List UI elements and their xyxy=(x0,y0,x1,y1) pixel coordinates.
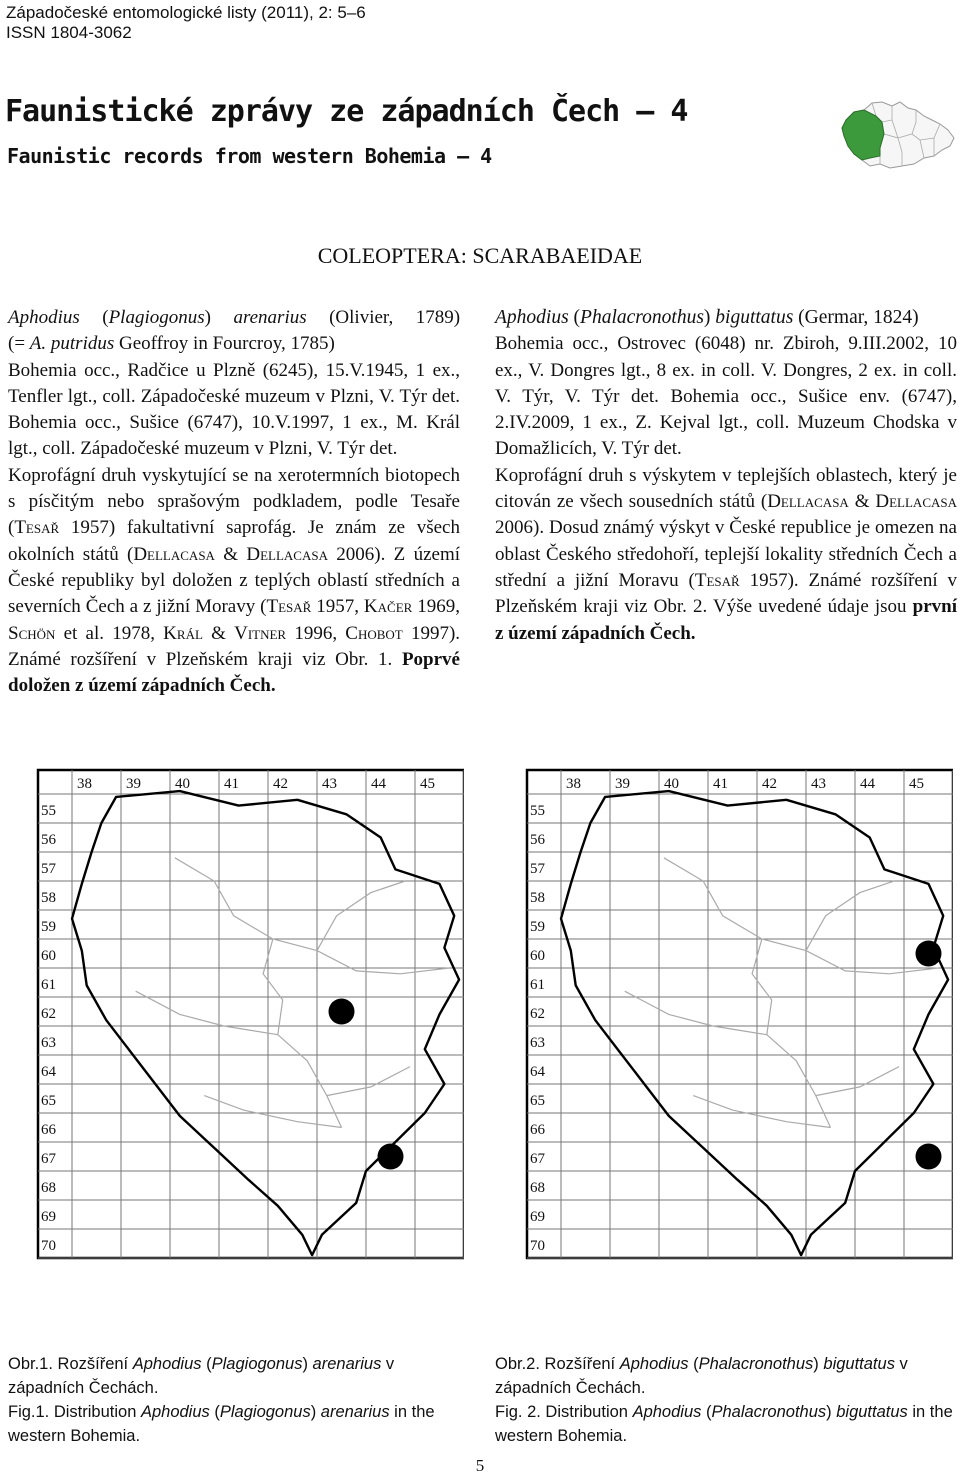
author-citation: Tesař xyxy=(14,517,60,539)
map-column-label: 42 xyxy=(273,776,288,792)
map-row-label: 70 xyxy=(530,1238,545,1254)
map-column-label: 43 xyxy=(811,776,826,792)
map-column-label: 40 xyxy=(664,776,679,792)
species-author: (Olivier, 1789) xyxy=(329,307,461,328)
map-row-label: 56 xyxy=(41,832,56,848)
subgenus-name: Phalacronothus xyxy=(580,307,704,328)
author-citation: Tesař xyxy=(266,596,312,618)
author-citation: Dellacasa xyxy=(767,491,849,513)
author-citation: Schön xyxy=(8,622,56,644)
figure-1-caption-cz: Obr.1. Rozšíření Aphodius (Plagiogonus) arenarius v západních Čechách. xyxy=(8,1355,395,1397)
figure-1-caption-en: Fig.1. Distribution Aphodius (Plagiogonus) arenarius in the western Bohemia. xyxy=(8,1403,435,1445)
map-row-label: 55 xyxy=(41,803,56,819)
map-row-label: 58 xyxy=(530,890,545,906)
journal-citation: Západočeské entomologické listy (2011), 2: 5–6 xyxy=(6,3,366,22)
map-row-label: 69 xyxy=(530,1209,545,1225)
first-record-statement: první z území západních Čech. xyxy=(495,596,957,644)
map-row-label: 67 xyxy=(530,1151,545,1167)
map-column-label: 38 xyxy=(77,776,92,792)
genus-name: Aphodius xyxy=(8,307,80,328)
species-epithet: arenarius xyxy=(233,307,307,328)
author-citation: Kačer xyxy=(363,596,413,618)
figure-1-caption xyxy=(8,1352,473,1448)
left-column xyxy=(8,305,460,699)
map-row-label: 70 xyxy=(41,1238,56,1254)
distribution-map-2 xyxy=(523,766,953,1326)
synonym-line xyxy=(8,331,460,357)
author-citation: Vitner xyxy=(234,622,287,644)
map-row-label: 57 xyxy=(41,861,56,877)
page-title: Faunistické zprávy ze západních Čech – 4 xyxy=(5,94,688,129)
map-column-label: 41 xyxy=(713,776,728,792)
map-row-label: 63 xyxy=(41,1035,56,1051)
map-column-label: 39 xyxy=(615,776,630,792)
map-row-label: 59 xyxy=(41,919,56,935)
note-text: Koprofágní druh vyskytující se na xerotermních biotopech s písčitým nebo sprašovým podkladem, podle Tesaře (Tesař 1957) fakultativní saprofág. Je znám ze všech okolních států (Dellacasa & Dellacasa 2006). Z území České republiky byl doložen z teplých oblastí středních a severních Čech a z jižní Moravy (Tesař 1957, Kačer 1969, Schön et al. 1978, Král & Vitner 1996, Chobot 1997). Známé rozšíření v Plzeňském kraji viz Obr. 1. Poprvé doložen z území západních Čech. xyxy=(8,464,461,697)
map-row-label: 62 xyxy=(530,1006,545,1022)
record-text: Bohemia occ., Radčice u Plzně (6245), 15.V.1945, 1 ex., Tenfler lgt., coll. Západočeské muzeum v Plzni, V. Týr det. Bohemia occ., Sušice (6747), 10.V.1997, 1 ex., M. Král lgt., coll. Západočeské muzeum v Plzni, V. Týr det. xyxy=(8,359,460,460)
map-row-label: 67 xyxy=(41,1151,56,1167)
synonym-author: Geoffroy in Fourcroy, 1785) xyxy=(119,333,335,355)
map-column-label: 40 xyxy=(175,776,190,792)
map-column-label: 45 xyxy=(909,776,924,792)
map-column-label: 44 xyxy=(860,776,875,792)
map-row-label: 58 xyxy=(41,890,56,906)
distribution-map-1 xyxy=(34,766,464,1326)
page-subtitle: Faunistic records from western Bohemia – 4 xyxy=(7,144,492,168)
map-row-label: 63 xyxy=(530,1035,545,1051)
map-row-label: 68 xyxy=(41,1180,56,1196)
species-heading-biguttatus: Aphodius (Phalacronothus) biguttatus (Germar, 1824) xyxy=(495,307,919,328)
map-row-label: 66 xyxy=(530,1122,545,1138)
subgenus-name: Plagiogonus xyxy=(108,307,205,328)
figure-2-caption-en: Fig. 2. Distribution Aphodius (Phalacronothus) biguttatus in the western Bohemia. xyxy=(495,1403,953,1445)
map-column-label: 39 xyxy=(126,776,141,792)
occurrence-point xyxy=(916,1144,942,1170)
map-row-label: 66 xyxy=(41,1122,56,1138)
map-row-label: 65 xyxy=(41,1093,56,1109)
occurrence-point xyxy=(378,1144,404,1170)
czech-region-locator-map xyxy=(836,94,958,174)
page-number: 5 xyxy=(475,1456,485,1475)
map-column-label: 42 xyxy=(762,776,777,792)
author-citation: Dellacasa xyxy=(133,543,215,565)
species-epithet: biguttatus xyxy=(715,307,794,328)
author-citation: Dellacasa xyxy=(246,543,328,565)
map-row-label: 59 xyxy=(530,919,545,935)
figure-2-caption-cz: Obr.2. Rozšíření Aphodius (Phalacronothus) biguttatus v západních Čechách. xyxy=(495,1355,908,1397)
species-author: (Germar, 1824) xyxy=(798,307,919,328)
synonym-prefix: (= xyxy=(8,333,26,355)
map-row-label: 68 xyxy=(530,1180,545,1196)
map-row-label: 69 xyxy=(41,1209,56,1225)
map-row-label: 55 xyxy=(530,803,545,819)
species-heading-arenarius: Aphodius (Plagiogonus) arenarius (Olivier, 1789) xyxy=(8,307,461,328)
author-citation: Tesař xyxy=(694,569,740,591)
map-column-label: 38 xyxy=(566,776,581,792)
genus-name: Aphodius xyxy=(495,307,569,328)
map-column-label: 43 xyxy=(322,776,337,792)
map-column-label: 44 xyxy=(371,776,386,792)
first-record-statement: Poprvé doložen z území západních Čech. xyxy=(8,648,460,697)
map-row-label: 61 xyxy=(41,977,56,993)
right-column xyxy=(495,305,957,647)
map-column-label: 45 xyxy=(420,776,435,792)
map-row-label: 60 xyxy=(41,948,56,964)
map-row-label: 65 xyxy=(530,1093,545,1109)
section-heading: COLEOPTERA: SCARABAEIDAE xyxy=(317,243,643,268)
map-row-label: 61 xyxy=(530,977,545,993)
map-row-label: 57 xyxy=(530,861,545,877)
author-citation: Dellacasa xyxy=(875,491,957,513)
map-row-label: 64 xyxy=(530,1064,545,1080)
map-row-label: 60 xyxy=(530,948,545,964)
map-row-label: 64 xyxy=(41,1064,56,1080)
map-column-label: 41 xyxy=(224,776,239,792)
author-citation: Král xyxy=(163,622,203,644)
issn: ISSN 1804-3062 xyxy=(6,23,132,42)
occurrence-point xyxy=(329,999,355,1025)
note-text: Koprofágní druh s výskytem v teplejších oblastech, který je citován ze všech sousedních států (Dellacasa & Dellacasa 2006). Dosud známý výskyt v České republice je omezen na oblast Českého středohoří, teplejší lokality středních Čech a střední a jižní Moravu (Tesař 1957). Známé rozšíření v Plzeňském kraji viz Obr. 2. Výše uvedené údaje jsou první z území západních Čech. xyxy=(495,464,957,644)
synonym-name: A. putridus xyxy=(29,333,115,355)
occurrence-point xyxy=(916,941,942,967)
author-citation: Chobot xyxy=(345,622,403,644)
map-row-label: 62 xyxy=(41,1006,56,1022)
record-text: Bohemia occ., Ostrovec (6048) nr. Zbiroh, 9.III.2002, 10 ex., V. Dongres lgt., 8 ex. in coll. V. Dongres, 2 ex. in coll. V. Týr, V. Týr det. Bohemia occ., Sušice env. (6747), 2.IV.2009, 1 ex., Z. Kejval lgt., coll. Muzeum Chodska v Domažlicích, V. Týr det. xyxy=(495,333,957,460)
map-row-label: 56 xyxy=(530,832,545,848)
figure-2-caption xyxy=(495,1352,957,1448)
